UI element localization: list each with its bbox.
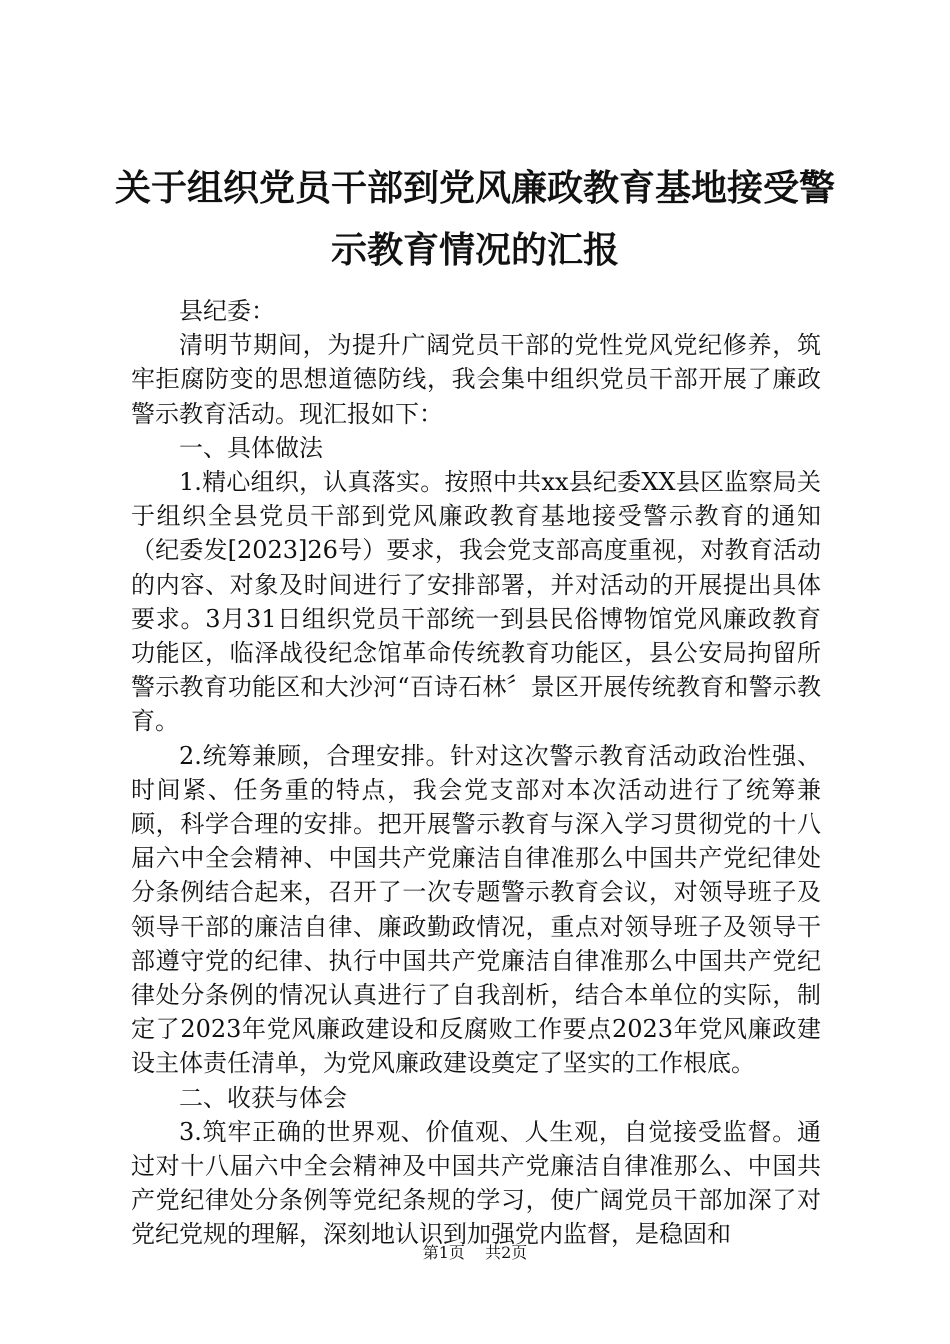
document-title	[60, 158, 890, 282]
page-number-total: 共2页	[485, 1243, 528, 1262]
title-line-2: 示教育情况的汇报	[330, 230, 619, 271]
paragraph-item-2: 2.统筹兼顾，合理安排。针对这次警示教育活动政治性强、时间紧、任务重的特点，我会党支部对本次活动进行了统筹兼顾，科学合理的安排。把开展警示教育与深入学习贯彻党的十八届六中全会精神、中国共产党廉洁自律准那么中国共产党纪律处分条例结合起来，召开了一次专题警示教育会议，对领导班子及领导干部的廉洁自律、廉政勤政情况，重点对领导班子及领导干部遵守党的纪律、执行中国共产党廉洁自律准那么中国共产党纪律处分条例的情况认真进行了自我剖析，结合本单位的实际，制定了2023年党风廉政建设和反腐败工作要点2023年党风廉政建设主体责任清单，为党风廉政建设奠定了坚实的工作根底。	[131, 741, 821, 1078]
section-heading-2: 二、收获与体会	[179, 1083, 347, 1112]
page-footer	[0, 1243, 950, 1263]
section-heading-1: 一、具体做法	[179, 433, 323, 462]
paragraph-item-1: 1.精心组织，认真落实。按照中共xx县纪委XX县区监察局关于组织全县党员干部到党风廉政教育基地接受警示教育的通知（纪委发[2023]26号）要求，我会党支部高度重视，对教育活动的内容、对象及时间进行了安排部署，并对活动的开展提出具体要求。3月31日组织党员干部统一到县民俗博物馆党风廉政教育功能区，临泽战役纪念馆革命传统教育功能区，县公安局拘留所警示教育功能区和大沙河“百诗石林〞景区开展传统教育和警示教育。	[131, 468, 821, 736]
paragraph-item-3: 3.筑牢正确的世界观、价值观、人生观，自觉接受监督。通过对十八届六中全会精神及中国共产党廉洁自律准那么、中国共产党纪律处分条例等党纪条规的学习，使广阔党员干部加深了对党纪党规的理解，深刻地认识到加强党内监督，是稳固和	[131, 1117, 821, 1249]
page-number-current: 第1页	[422, 1243, 465, 1262]
salutation: 县纪委：	[179, 297, 275, 325]
document-body	[131, 294, 821, 1252]
paragraph-intro: 清明节期间，为提升广阔党员干部的党性党风党纪修养，筑牢拒腐防变的思想道德防线，我会集中组织党员干部开展了廉政警示教育活动。现汇报如下：	[131, 331, 821, 428]
title-line-1: 关于组织党员干部到党风廉政教育基地接受警	[114, 168, 835, 209]
